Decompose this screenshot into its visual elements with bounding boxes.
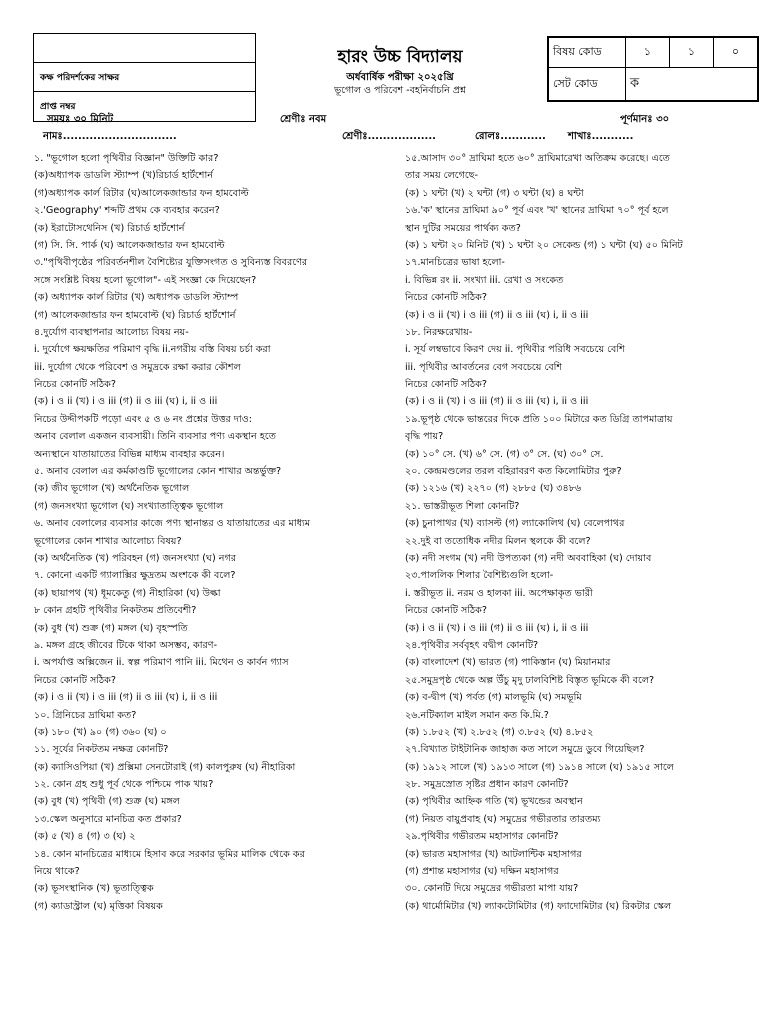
question-line: (গ) জনসংখ্যা ভূগোল (ঘ) সংখ্যাতাত্ত্বিক ভূগোল xyxy=(34,500,224,512)
question-line: ২৫.সমুদ্রপৃষ্ঠ থেকে অল্প উঁচু মৃদু ঢালবিশিষ্ট বিস্তৃত ভূমিকে কী বলে? xyxy=(405,674,655,686)
code-digit-1: ১ xyxy=(626,38,670,68)
time-label: সময়ঃ ৩০ মিনিট xyxy=(47,114,114,125)
question-line: ২২.দুই বা ততোধিক নদীর মিলন স্থলকে কী বলে? xyxy=(405,535,591,547)
question-line: ২৯.পৃথিবীর গভীরতম মহাসাগর কোনটি? xyxy=(405,831,559,843)
question-line: ৩০. কোনটি দিয়ে সমুদ্রের গভীরতা মাপা যায়? xyxy=(405,883,579,895)
question-line: ১. "ভূগোল হলো পৃথিবীর বিজ্ঞান" উক্তিটি কার? xyxy=(34,153,219,164)
question-line: (ক) ১০° সে. (খ) ৬° সে. (গ) ৩° সে. (ঘ) ৩০° সে. xyxy=(405,448,604,460)
question-line: ৬. অনাব বেলালের ব্যবসার কাজে পণ্য স্থানান্তর ও যাতায়াতের এর মাধ্যম xyxy=(34,518,311,530)
question-line: ৯. মঙ্গল গ্রহে জীবের টিকে থাকা অসম্ভব, কারণ- xyxy=(34,639,218,651)
question-line: ২৮. সমুদ্রস্রোত সৃষ্টির প্রধান কারণ কোনটি? xyxy=(405,779,569,791)
question-line: (ক) ৫ (খ) ৪ (গ) ৩ (ঘ) ২ xyxy=(34,831,136,843)
class-field[interactable]: শ্রেণীঃ.................. xyxy=(342,131,436,142)
question-line: সঙ্গে সংশ্লিষ্ট বিষয় হলো ভূগোল"- এই সংজ্ঞা কে দিয়েছেন? xyxy=(34,274,257,286)
question-line: ৪.দুর্যোগ ব্যবস্থাপনার আলোচ্য বিষয় নয়- xyxy=(34,326,189,338)
marks-obtained-label: প্রাপ্ত নম্বর xyxy=(40,102,76,112)
question-line: ২.'Geography' শব্দটি প্রথম কে ব্যবহার করেন? xyxy=(34,205,220,217)
question-line: (ক) চুনাপাথর (খ) ব্যাসল্ট (গ) ল্যাকোলিথ (ঘ) বেলেপাথর xyxy=(405,518,625,530)
question-line: (গ) নিয়ত বায়ুপ্রবাহ (ঘ) সমুদ্রের গভীরতার তারতম্য xyxy=(405,813,601,825)
question-line: ২১. ভাস্তরীভূত শিলা কোনটি? xyxy=(405,500,520,512)
question-line: (ক) ছায়াপথ (খ) ধূমকেতু (গ) নীহারিকা (ঘ) উল্কা xyxy=(34,587,221,599)
roll-field[interactable]: রোলঃ............ xyxy=(475,131,546,142)
question-line: (ক) i ও ii (খ) i ও iii (গ) ii ও iii (ঘ) i, ii ও iii xyxy=(34,396,218,408)
code-digit-2: ১ xyxy=(669,38,713,68)
question-line: নিচের কোনটি সঠিক? xyxy=(405,379,487,391)
question-line: নিচের কোনটি সঠিক? xyxy=(405,292,487,304)
question-line: নিচের উদ্দীপকটি পড়ো এবং ৫ ও ৬ নং প্রশ্নের উত্তর দাও: xyxy=(34,413,252,425)
question-line: iii. পৃথিবীর আবর্তনের বেগ সবচেয়ে বেশি xyxy=(405,361,563,373)
question-line: ১৩.স্কেল অনুসারে মানচিত্র কত প্রকার? xyxy=(34,813,182,825)
question-line: (গ) প্রশান্ত মহাসাগর (ঘ) দক্ষিন মহাসাগর xyxy=(405,866,559,878)
question-line: (ক) i ও ii (খ) i ও iii (গ) ii ও iii (ঘ) i, ii ও iii xyxy=(34,692,218,704)
subject-code-box xyxy=(547,36,759,102)
question-line: (ক) বাংলাদেশ (খ) ভারত (গ) পাকিস্তান (ঘ) মিয়ানমার xyxy=(405,657,611,669)
full-marks-label: পূর্ণমানঃ ৩০ xyxy=(620,114,670,125)
question-line: i. বিভিন্ন রং ii. সংখ্যা iii. রেখা ও সংকেত xyxy=(405,274,564,286)
question-line: বৃদ্ধি পায়? xyxy=(405,431,444,443)
question-line: ১৮. নিরক্ষরেখায়- xyxy=(405,326,473,338)
question-line: i. স্তরীভূত ii. নরম ও হালকা iii. অপেক্ষাকৃত ভারী xyxy=(405,587,593,599)
question-line: স্থান দুটির সময়ের পার্থক্য কত? xyxy=(405,222,521,234)
question-line: ভূগোলের কোন শাখার আলোচ্য বিষয়? xyxy=(34,535,182,547)
question-line: নিচের কোনটি সঠিক? xyxy=(34,379,116,391)
question-line: ৭. কোনো একটি গ্যালাক্সির ক্ষুদ্রতম অংশকে কী বলে? xyxy=(34,570,236,582)
question-line: (ক) i ও ii (খ) i ও iii (গ) ii ও iii (ঘ) i, ii ও iii xyxy=(405,396,589,408)
question-line: (গ)অধ্যাপক কার্ল রিটার (ঘ)আলেকজান্ডার ফন হামবোল্ট xyxy=(34,187,249,199)
question-line: (ক) ১.৮৫২ (খ) ২.৮৫২ (গ) ৩.৮৫২ (ঘ) ৪.৮৫২ xyxy=(405,726,594,738)
question-line: (ক)অধ্যাপক ডাডলি স্ট্যাম্প (খ)রিচার্ড হার্টশোর্ন xyxy=(34,170,213,182)
question-line: অন্যস্থানে যাতায়াতের বিভিন্ন মাধ্যম ব্যবহার করেন। xyxy=(34,448,225,460)
invigilator-box xyxy=(33,33,256,122)
set-code-value: ক xyxy=(626,68,758,101)
question-line: ৫. অনাব বেলাল এর কর্মকাণ্ডটি ভূগোলের কোন শাখার অন্তর্ভুক্ত? xyxy=(34,466,282,478)
code-digit-3: ০ xyxy=(713,38,757,68)
question-line: ৮ কোন গ্রহটি পৃথিবীর নিকটতম প্রতিবেশী? xyxy=(34,605,197,617)
question-line: (ক) ইরাটোসথেনিস (খ) রিচার্ড হার্টশোর্ন xyxy=(34,222,185,234)
branch-field[interactable]: শাখাঃ........... xyxy=(568,131,634,142)
question-line: (ক) বুধ (খ) শুক্র (গ) মঙ্গল (ঘ) বৃহস্পতি xyxy=(34,622,188,634)
question-line: (ক) ব-দ্বীপ (খ) পর্বত (গ) মালভূমি (ঘ) সমভূমি xyxy=(405,692,582,704)
question-line: (ক) ১২১৬ (খ) ২২৭০ (গ) ২৮৮৫ (ঘ) ৩৪৮৬ xyxy=(405,483,582,495)
question-line: ১৪. কোন মানচিত্রের মাধ্যমে হিসাব করে সরকার ভূমির মালিক থেকে কর xyxy=(34,848,305,860)
question-line: নিয়ে থাকে? xyxy=(34,866,80,878)
question-line: (গ) ক্যাডাস্ট্রাল (ঘ) মৃত্তিকা বিষয়ক xyxy=(34,900,163,912)
question-line: (ক) জীব ভূগোল (খ) অর্থনৈতিক ভূগোল xyxy=(34,483,190,495)
question-line: (ক) ১ ঘন্টা (খ) ২ ঘন্টা (গ) ৩ ঘন্টা (ঘ) ৪ ঘন্টা xyxy=(405,187,584,199)
question-line: (গ) সি. সি. পার্ক (ঘ) আলেকজান্ডার ফন হামবোল্ট xyxy=(34,239,225,251)
question-line: ১৫.আসাদ ৩০° দ্রাঘিমা হতে ৬০° দ্রাঘিমারেখা অতিক্রম করেছে। এতে xyxy=(405,153,670,164)
question-line: (ক) ১ ঘন্টা ২০ মিনিট (খ) ১ ঘন্টা ২০ সেকেন্ড (গ) ১ ঘন্টা (ঘ) ৫০ মিনিট xyxy=(405,239,683,251)
question-line: (ক) ভূসংস্থানিক (খ) ভূতাত্ত্বিক xyxy=(34,883,154,895)
question-line: i. দুর্যোগে ক্ষয়ক্ষতির পরিমাণ বৃদ্ধি ii.নগরীয় বস্তি বিষয় চর্চা করা xyxy=(34,344,271,356)
question-line: i. সূর্য লম্বভাবে কিরণ দেয় ii. পৃথিবীর পরিধি সবচেয়ে বেশি xyxy=(405,344,625,356)
invigilator-signature-label: কক্ষ পরিদর্শকের সাক্ষর xyxy=(34,63,255,92)
question-line: iii. দুর্যোগ থেকে পরিবেশ ও সমুদ্রকে রক্ষা করার কৌশল xyxy=(34,361,241,373)
question-line: ১২. কোন গ্রহ শুধু পূর্ব থেকে পশ্চিমে পাক খায়? xyxy=(34,779,214,791)
question-line: (ক) i ও ii (খ) i ও iii (গ) ii ও iii (ঘ) i, ii ও iii xyxy=(405,309,589,321)
question-line: ২৭.বিখ্যাত টাইটানিক জাহাজ কত সালে সমুদ্রে ডুবে গিয়েছিল? xyxy=(405,744,645,756)
question-line: অনাব বেলাল একজন ব্যবসায়ী। তিনি ব্যবসার পণ্য একস্থান হতে xyxy=(34,431,276,443)
question-line: ২০. কেন্দ্রমণ্ডলের তরল বহিরাবরণ কত কিলোমিটার পুরু? xyxy=(405,466,622,478)
question-line: ১৯.ভূপৃষ্ঠ থেকে ভান্তরের দিকে প্রতি ১০০ মিটারে কত ডিগ্রি তাপমাত্রায় xyxy=(405,413,673,425)
left-question-column xyxy=(34,150,386,915)
question-line: ২৬.নটিক্যাল মাইল সমান কত কি.মি.? xyxy=(405,709,549,721)
question-line: (ক) ভারত মহাসাগর (খ) আটলান্টিক মহাসাগর xyxy=(405,848,582,860)
question-line: (গ) আলেকজান্ডার ফন হামবোল্ট (ঘ) রিচার্ড হার্টশোর্ন xyxy=(34,309,236,321)
question-line: (ক) নদী সংগম (খ) নদী উপত্যকা (গ) নদী অববাহিকা (ঘ) দোয়াব xyxy=(405,552,652,564)
question-line: (ক) বুধ (খ) পৃথিবী (গ) শুক্র (ঘ) মঙ্গল xyxy=(34,796,180,808)
question-line: ১০. গ্রিনিচের দ্রাঘিমা কত? xyxy=(34,709,137,721)
name-field[interactable]: নামঃ.............................. xyxy=(43,131,177,142)
subject-title: ভূগোল ও পরিবেশ -বহনির্বাচনি প্রশ্ন xyxy=(334,85,466,96)
question-line: (ক) ১৮০ (খ) ৯০ (গ) ৩৬০ (ঘ) ০ xyxy=(34,726,167,738)
exam-title: অর্ধবার্ষিক পরীক্ষা ২০২৫খ্রি xyxy=(346,72,454,83)
question-line: (ক) ক্যাসিওপিয়া (খ) প্রক্সিমা সেনটোরাই (গ) কালপুরুষ (ঘ) নীহারিকা xyxy=(34,761,296,773)
question-line: ১৭.মানচিত্রের ভাষা হলো- xyxy=(405,257,505,269)
question-line: তার সময় লেগেছে- xyxy=(405,170,478,182)
set-code-label: সেট কোড xyxy=(549,68,626,101)
question-line: (ক) অধ্যাপক কার্ল রিটার (খ) অধ্যাপক ডাডলি স্ট্যাম্প xyxy=(34,292,239,304)
question-line: ১৬.'ক' স্থানের দ্রাঘিমা ৯০° পূর্ব এবং 'খ' স্থানের দ্রাঘিমা ৭০° পূর্ব হলে xyxy=(405,205,669,217)
question-line: নিচের কোনটি সঠিক? xyxy=(405,605,487,617)
question-line: নিচের কোনটি সঠিক? xyxy=(34,674,116,686)
right-question-column xyxy=(405,150,757,915)
question-line: (ক) অর্থনৈতিক (খ) পরিবহন (গ) জনসংখ্যা (ঘ) নগর xyxy=(34,552,237,564)
question-line: (ক) i ও ii (খ) i ও iii (গ) ii ও iii (ঘ) i, ii ও iii xyxy=(405,622,589,634)
blank-signature-row xyxy=(34,34,255,63)
question-line: ১১. সূর্যের নিকটতম নক্ষত্র কোনটি? xyxy=(34,744,169,756)
question-line: ২৩.পাললিক শিলার বৈশিষ্ট্যগুলি হলো- xyxy=(405,570,554,582)
question-line: (ক) পৃথিবীর আহ্নিক গতি (খ) ভূখন্ডের অবস্থান xyxy=(405,796,583,808)
question-line: i. অপর্যাপ্ত অক্সিজেন ii. স্বল্প পরিমাণ পানি iii. মিথেন ও কার্বন গ্যাস xyxy=(34,657,289,669)
subject-code-label: বিষয় কোড xyxy=(549,38,626,68)
question-line: ৩."পৃথিবীপৃষ্ঠের পরিবর্তনশীল বৈশিষ্ট্যের যুক্তিসংগত ও সুবিন্যস্ত বিবরণের xyxy=(34,257,308,269)
question-line: ২৪.পৃথিবীর সর্ববৃহৎ বদ্বীপ কোনটি? xyxy=(405,639,539,651)
question-line: (ক) থার্মোমিটার (খ) ল্যাকটোমিটার (গ) ফ্যাদোমিটার (ঘ) রিকটার স্কেল xyxy=(405,900,672,912)
question-line: (ক) ১৯১২ সালে (খ) ১৯১৩ সালে (গ) ১৯১৪ সালে (ঘ) ১৯১৫ সালে xyxy=(405,761,674,773)
school-name: হারং উচ্চ বিদ্যালয় xyxy=(337,47,463,67)
class-label: শ্রেণীঃ নবম xyxy=(280,114,327,125)
